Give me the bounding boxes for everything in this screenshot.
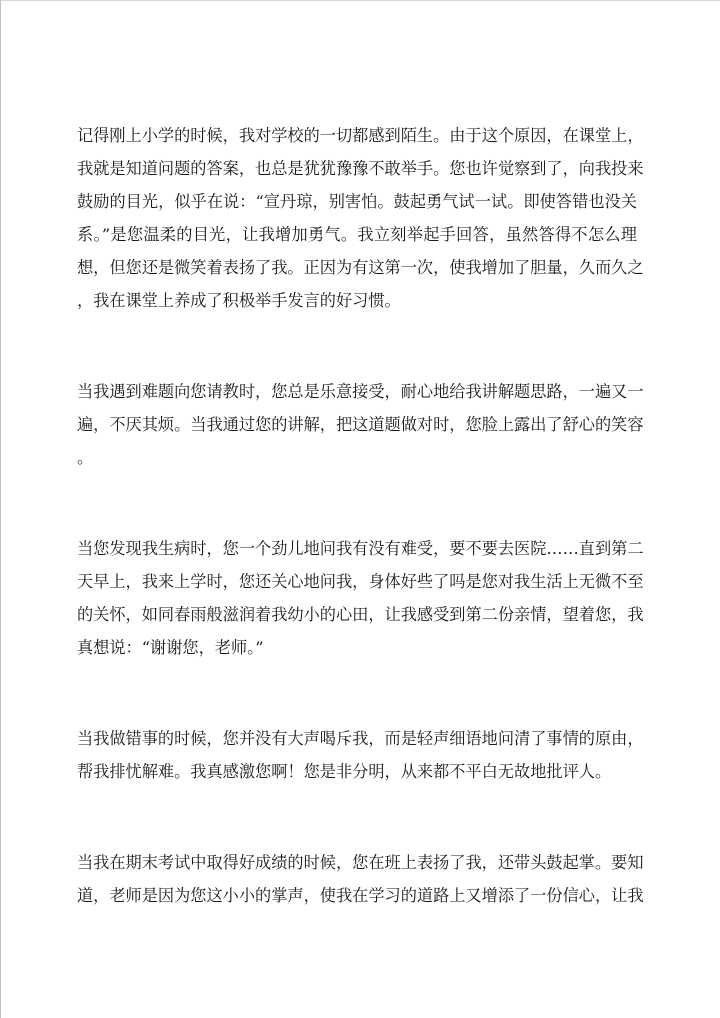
text-line: 道，老师是因为您这小小的掌声，使我在学习的道路上又增添了一份信心，让我 (77, 886, 644, 905)
paragraph-5 (77, 846, 644, 912)
text-line: 的关怀，如同春雨般滋润着我幼小的心田，让我感受到第二份亲情，望着您，我 (77, 605, 644, 624)
text-line: 当您发现我生病时，您一个劲儿地问我有没有难受，要不要去医院……直到第二 (77, 539, 644, 558)
text-line: 记得刚上小学的时候，我对学校的一切都感到陌生。由于这个原因，在课堂上， (77, 126, 644, 145)
text-line: 当我在期末考试中取得好成绩的时候，您在班上表扬了我，还带头鼓起掌。要知 (77, 853, 644, 872)
text-line: 真想说：“谢谢您，老师。” (77, 638, 264, 657)
text-line: 我就是知道问题的答案，也总是犹犹豫豫不敢举手。您也许觉察到了，向我投来 (77, 159, 644, 178)
paragraph-3 (77, 532, 644, 664)
text-line: 当我遇到难题向您请教时，您总是乐意接受，耐心地给我讲解题思路，一遍又一 (77, 382, 644, 401)
text-line: 想，但您还是微笑着表扬了我。正因为有这第一次，使我增加了胆量，久而久之 (77, 258, 644, 277)
text-line: 系。”是您温柔的目光，让我增加勇气。我立刻举起手回答，虽然答得不怎么理 (77, 225, 637, 244)
paragraph-4 (77, 722, 644, 788)
paragraph-1 (77, 119, 644, 317)
text-line: 天早上，我来上学时，您还关心地问我，身体好些了吗是您对我生活上无微不至 (77, 572, 644, 591)
text-line: 。 (77, 448, 94, 467)
text-line: 鼓励的目光，似乎在说：“宣丹琼，别害怕。鼓起勇气试一试。即使答错也没关 (77, 192, 637, 211)
text-line: 当我做错事的时候，您并没有大声喝斥我，而是轻声细语地问清了事情的原由， (77, 729, 644, 748)
text-line: 遍，不厌其烦。当我通过您的讲解，把这道题做对时，您脸上露出了舒心的笑容 (77, 415, 644, 434)
text-line: 帮我排忧解难。我真感激您啊！您是非分明，从来都不平白无故地批评人。 (77, 762, 612, 781)
paragraph-2 (77, 375, 644, 474)
text-line: ，我在课堂上养成了积极举手发言的好习惯。 (77, 291, 401, 310)
document-body (77, 119, 644, 970)
